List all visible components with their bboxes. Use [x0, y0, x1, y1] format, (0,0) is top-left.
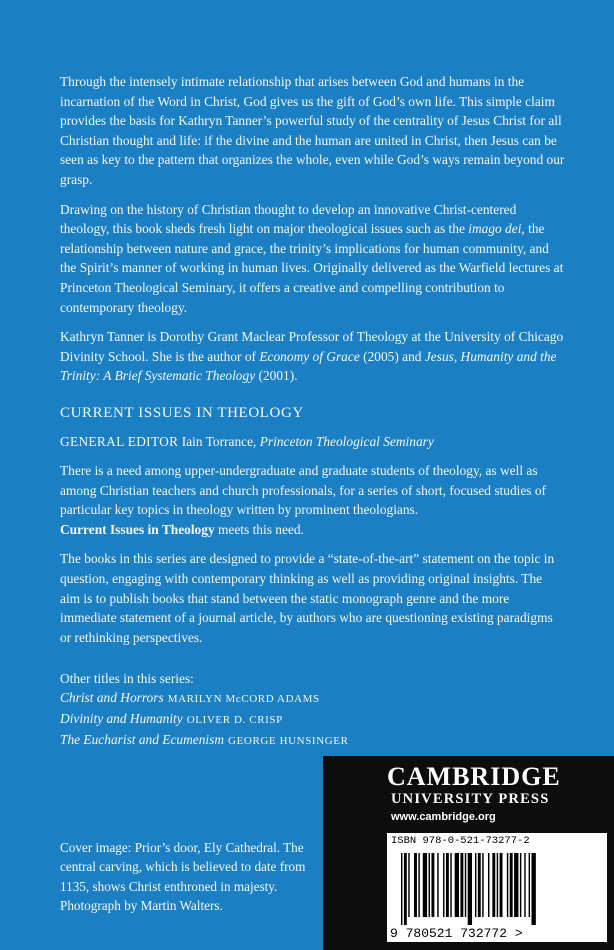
author-bio: Kathryn Tanner is Dorothy Grant Maclear Professor of Theology at the University of Chicago Divinity School. She is the author of Economy of Grace (2005) and Jesus, Humanity and the Trinity: A Brief Systematic Theology (2001). — [60, 329, 564, 384]
barcode-bar — [532, 853, 536, 925]
barcode-bar — [465, 853, 466, 917]
barcode-bar — [497, 853, 498, 917]
barcode-bar — [500, 853, 503, 917]
description-paragraph-1: Through the intensely intimate relationship that arises between God and humans in the incarnation of the Word in Christ, God gives us the gift of God’s own life. This simple claim provides the basis for Kathryn Tanner’s powerful study of the centrality of Jesus Christ for all Christian thought and life: if the divine and the human are united in Christ, then Jesus can be seen as key to the pattern that organizes the whole, even while God’s ways remain beyond our grasp. — [60, 74, 565, 187]
list-item: The Eucharist and Ecumenism GEORGE HUNSINGER — [60, 732, 349, 748]
publisher-url: www.cambridge.org — [391, 811, 496, 823]
barcode — [387, 833, 607, 942]
publisher-box — [323, 756, 614, 950]
barcode-bar — [408, 853, 409, 917]
barcode-bar — [437, 853, 438, 917]
barcode-bar — [488, 853, 489, 917]
barcode-bar — [423, 853, 427, 917]
series-editor: GENERAL EDITOR Iain Torrance, Princeton Theological Seminary — [60, 433, 434, 449]
barcode-digits: 9 780521 732772 > — [390, 926, 523, 941]
barcode-bar — [468, 853, 472, 925]
other-titles-heading: Other titles in this series: — [60, 671, 194, 687]
cover-image-credit: Cover image: Prior’s door, Ely Cathedral. The central carving, which is believed to date from 1135, shows Christ enthroned in majesty. Photograph by Martin Walters. — [60, 840, 306, 914]
barcode-bar — [482, 853, 483, 917]
barcode-bar — [418, 853, 419, 917]
other-titles — [60, 669, 565, 751]
barcode-bar — [510, 853, 513, 917]
barcode-bar — [514, 853, 518, 917]
barcode-bar — [460, 853, 463, 917]
publisher-subtitle: UNIVERSITY PRESS — [391, 791, 550, 807]
barcode-bar — [475, 853, 476, 917]
barcode-bar — [431, 853, 434, 917]
barcode-bar — [446, 853, 449, 917]
barcode-bar — [529, 853, 530, 917]
isbn-label: ISBN 978-0-521-73277-2 — [391, 835, 530, 847]
back-cover-text — [60, 72, 565, 751]
publisher-logo: CAMBRIDGE — [387, 762, 561, 791]
list-item: Christ and Horrors MARILYN McCORD ADAMS — [60, 690, 320, 706]
barcode-bar — [492, 853, 495, 917]
barcode-bar — [507, 853, 508, 917]
barcode-bar — [455, 853, 459, 917]
barcode-bar — [404, 853, 407, 925]
list-item: Divinity and Humanity OLIVER D. CRISP — [60, 711, 283, 727]
barcode-bar — [401, 853, 402, 925]
barcode-bar — [443, 853, 444, 917]
barcode-bar — [450, 853, 451, 917]
series-title: CURRENT ISSUES IN THEOLOGY — [60, 404, 304, 421]
barcode-bar — [414, 853, 417, 917]
barcode-icon — [387, 851, 607, 942]
description-paragraph-2: Drawing on the history of Christian thought to develop an innovative Christ-centered theology, this book sheds fresh light on major theological issues such as the imago dei, the relationship between nature and grace, the trinity’s implications for human community, and the Spirit’s manner of working in human lives. Originally delivered as the Warfield lectures at Princeton Theological Seminary, it offers a creative and compelling contribution to contemporary theology. — [60, 201, 564, 315]
series-paragraph-2: The books in this series are designed to provide a “state-of-the-art” statement on the topic in question, engaging with contemporary thinking as well as providing original insights. The aim is to publish books that stand between the static monograph genre and the more immediate statement of a journal article, by authors who are questioning existing paradigms or rethinking perspectives. — [60, 551, 555, 645]
series-paragraph-1: There is a need among upper-undergraduate and graduate students of theology, as well as among Christian teachers and church professionals, for a series of short, focused studies of particular key topics in theology written by prominent theologians. Current Issues in Theology meets this need. — [60, 463, 547, 537]
barcode-bar — [429, 853, 430, 917]
barcode-bar — [520, 853, 521, 917]
barcode-bar — [478, 853, 481, 917]
barcode-bar — [524, 853, 525, 917]
